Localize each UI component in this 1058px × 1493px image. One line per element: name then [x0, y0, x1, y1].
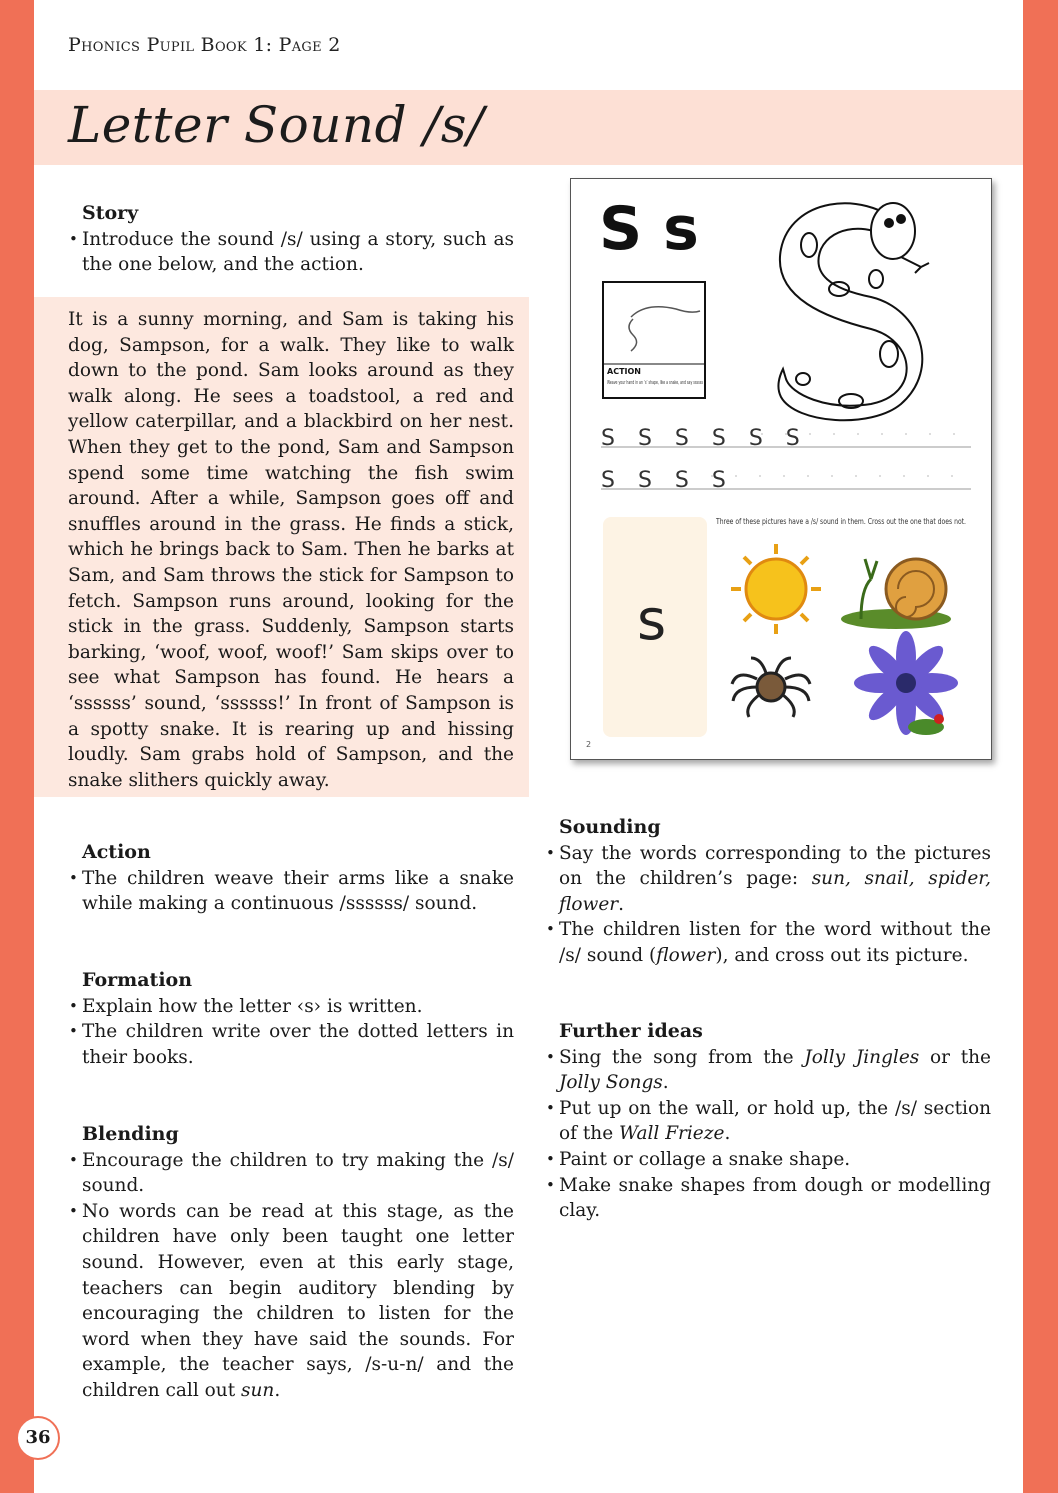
further-bullet-2 — [545, 1096, 991, 1147]
sounding-bullet-2-b: ), and cross out its picture. — [715, 944, 969, 966]
story-text: It is a sunny morning, and Sam is taking his dog, Sampson, for a walk. They like to walk down to the pond. Sam looks around as they walk along. He sees a toadstool, a red and yellow caterpillar, and a blackbird on her nest. When they get to the pond, Sam and Sampson spend some time watching the fish swim around. After a while, Sampson goes off and snuffles around in the grass. He finds a stick, which he brings back to Sam. Then he barks at Sam, and Sam throws the stick for Sampson to fetch. Sampson runs around, looking for the stick in the grass. Suddenly, Sampson starts barking, ‘woof, woof, woof!’ Sam skips over to see what Sampson has found. He hears a ‘ssssss’ sound, ‘ssssss!’ In front of Sampson is a spotty snake. It is rearing up and hissing loudly. Sam grabs hold of Sampson, and the snake slithers quickly away. — [68, 309, 514, 791]
blending-bullet-2-text: No words can be read at this stage, as the children have only been taught one letter sound. However, even at this early stage, teachers can begin auditory blending by encouraging the children to listen for the word when they have said the sounds. For example, the teacher says, /s-u-n/ and the children call out — [82, 1200, 514, 1401]
action-caption: Weave your hand in an ‘s’ shape, like a snake, and say ssssss — [607, 380, 704, 386]
title-band — [34, 90, 1023, 165]
blending-heading: Blending — [82, 1123, 179, 1145]
flower-icon — [854, 631, 958, 735]
further-bullet-1-a: Sing the song from the — [559, 1046, 805, 1068]
page-title: Letter Sound /s/ — [68, 96, 485, 154]
sounding-section — [545, 815, 991, 969]
further-ideas-heading: Further ideas — [559, 1020, 703, 1042]
snake-icon — [778, 203, 929, 420]
page-number: 36 — [16, 1416, 60, 1460]
story-section — [68, 201, 514, 278]
big-letters: S s — [599, 194, 699, 264]
sounding-bullet-1-end: . — [618, 893, 624, 915]
sounding-bullet-2 — [545, 917, 991, 968]
tracing-rows — [601, 426, 971, 493]
blending-bullet-2 — [68, 1199, 514, 1404]
blending-example-word: sun — [241, 1379, 275, 1401]
formation-section — [68, 968, 514, 1070]
action-heading: Action — [82, 841, 151, 863]
sounding-words: sun, snail, spider, flower — [559, 868, 991, 915]
right-page-edge — [1023, 0, 1058, 1493]
sun-icon — [731, 544, 821, 634]
further-bullet-1-c: . — [662, 1072, 669, 1094]
further-bullet-3: • Paint or collage a snake shape. — [545, 1147, 991, 1173]
pupil-page-number: 2 — [586, 740, 592, 749]
action-bullet: • The children weave their arms like a snake while making a continuous /ssssss/ sound. — [68, 866, 514, 917]
jolly-songs: Jolly Songs — [559, 1072, 663, 1094]
wall-frieze: Wall Frieze — [619, 1123, 725, 1145]
formation-bullet-1: • Explain how the letter ‹s› is written. — [68, 994, 514, 1020]
story-heading: Story — [82, 202, 139, 224]
sounding-bullet-2-a: The children listen for the word without the /s/ sound ( — [559, 919, 991, 966]
blending-bullet-2-end: . — [274, 1379, 281, 1401]
sounding-bullet-1-text: Say the words corresponding to the pictures on the children’s page: — [559, 842, 991, 890]
formation-bullet-2: • The children write over the dotted letters in their books. — [68, 1019, 514, 1070]
story-box — [34, 297, 529, 797]
blending-bullet-1: • Encourage the children to try making the /s/ sound. — [68, 1148, 514, 1199]
snail-icon — [841, 559, 951, 629]
further-ideas-section — [545, 1019, 991, 1224]
sounding-odd-word: flower — [656, 944, 716, 966]
further-bullet-1-b: or the — [919, 1046, 992, 1068]
action-section — [68, 840, 514, 917]
left-page-edge — [0, 0, 34, 1493]
instruction-text: Three of these pictures have a /s/ sound in them. Cross out the one that does not. — [715, 517, 966, 526]
further-bullet-2-b: . — [724, 1123, 731, 1145]
pupil-page-thumbnail — [570, 178, 992, 760]
further-bullet-1 — [545, 1045, 991, 1096]
card-letter: s — [637, 588, 667, 653]
action-label: ACTION — [607, 367, 641, 376]
blending-section — [68, 1122, 514, 1404]
pupil-page-illustration — [571, 179, 991, 759]
formation-heading: Formation — [82, 969, 193, 991]
sounding-heading: Sounding — [559, 816, 661, 838]
trace-row-1: S S S S S S — [601, 426, 808, 451]
running-header: Phonics Pupil Book 1: Page 2 — [68, 34, 341, 56]
further-bullet-2-a: Put up on the wall, or hold up, the /s/ section of the — [559, 1097, 991, 1145]
spider-icon — [732, 658, 810, 717]
jolly-jingles: Jolly Jingles — [804, 1046, 920, 1068]
further-bullet-4: • Make snake shapes from dough or modelling clay. — [545, 1173, 991, 1224]
story-bullet: • Introduce the sound /s/ using a story, such as the one below, and the action. — [68, 227, 514, 278]
sounding-bullet-1 — [545, 841, 991, 918]
trace-row-2: S S S S — [601, 468, 734, 493]
